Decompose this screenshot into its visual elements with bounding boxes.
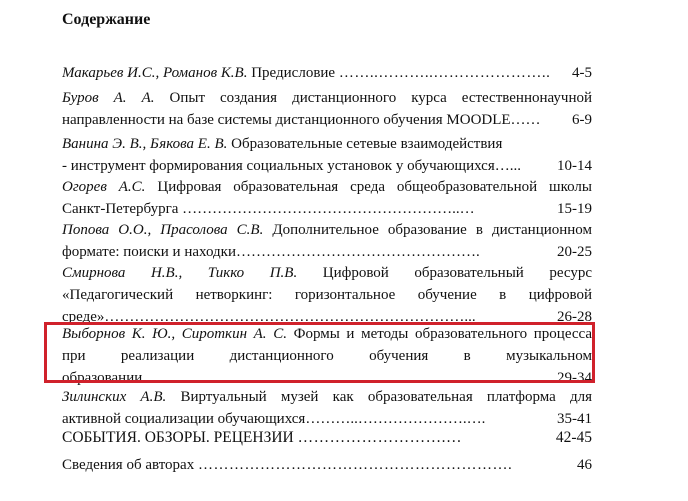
toc-entry-line xyxy=(62,198,592,220)
toc-entry-authors: Попова О.О., Прасолова С.В. xyxy=(62,222,264,238)
toc-section-dots: ……………………….… xyxy=(297,429,462,446)
toc-entry-pages: 15-19 xyxy=(557,201,592,217)
toc-entry-title-cont: среде»………………………………………………………………... xyxy=(62,309,476,325)
toc-entry-line xyxy=(62,241,592,263)
toc-entry-lead xyxy=(62,62,568,84)
toc-entry-title-cont: «Педагогический нетворкинг: горизонтальное обучение в цифровой xyxy=(62,287,592,303)
toc-entry-title: Предисловие xyxy=(251,65,336,81)
toc-entry-pages: 26-28 xyxy=(557,309,592,325)
toc-entry-title: Опыт создания дистанционного курса естественнонаучной xyxy=(169,90,593,106)
toc-entry-authors: Смирнова Н.В., Тикко П.В. xyxy=(62,265,298,281)
toc-entry-title-cont: Санкт-Петербурга ………………………………………………..… xyxy=(62,201,475,217)
toc-entry-pages: 29-34 xyxy=(557,370,592,386)
toc-entry-pages: 20-25 xyxy=(557,244,592,260)
toc-entry-zilinskih[interactable] xyxy=(62,386,592,430)
toc-entry-title-cont: формате: поиски и находки…………………………………………. xyxy=(62,244,480,260)
toc-about-lead xyxy=(62,454,573,476)
toc-section-pages: 42-45 xyxy=(555,429,592,446)
toc-about-title: Сведения об авторах xyxy=(62,457,195,473)
toc-entry-authors: Зилинских А.В. xyxy=(62,389,167,405)
toc-entry-title-cont: активной социализации обучающихся………..………………….…. xyxy=(62,411,486,427)
toc-entry-vanina[interactable] xyxy=(62,133,592,177)
toc-entry-pages: 4-5 xyxy=(572,65,592,81)
toc-entry-title: Виртуальный музей как образовательная платформа для xyxy=(180,389,592,405)
toc-section-events[interactable] xyxy=(62,427,592,449)
toc-entry-title: Дополнительное образование в дистанционном xyxy=(272,222,593,238)
toc-entry-title-cont: при реализации дистанционного обучения в музыкальном xyxy=(62,348,592,364)
toc-entry-title: Цифровая образовательная среда общеобразовательной школы xyxy=(157,179,592,195)
toc-entry-authors: Ванина Э. В., Бякова Е. В. xyxy=(62,136,228,152)
toc-about-authors[interactable] xyxy=(62,454,592,476)
toc-section-title: СОБЫТИЯ. ОБЗОРЫ. РЕЦЕНЗИИ xyxy=(62,429,294,446)
toc-entry-smirnova[interactable] xyxy=(62,262,592,328)
toc-entry-title-cont: направленности на базе системы дистанционного обучения MOODLE…… xyxy=(62,112,541,128)
toc-entry-line xyxy=(62,109,592,131)
toc-entry-authors: Буров А. А. xyxy=(62,90,155,106)
toc-entry-pages: 6-9 xyxy=(572,112,592,128)
toc-entry-line xyxy=(62,262,592,284)
toc-heading: Содержание xyxy=(62,11,151,28)
toc-entry-popova[interactable] xyxy=(62,219,592,263)
toc-entry-burov[interactable] xyxy=(62,87,592,131)
toc-entry-line xyxy=(62,155,592,177)
toc-entry-line xyxy=(62,386,592,408)
toc-entry-line xyxy=(62,62,592,84)
toc-about-pages: 46 xyxy=(577,457,592,473)
toc-entry-line xyxy=(62,219,592,241)
toc-entry-line xyxy=(62,133,592,155)
toc-entry-line xyxy=(62,87,592,109)
toc-entry-authors: Макарьев И.С., Романов К.В. xyxy=(62,65,248,81)
toc-entry-line xyxy=(62,427,592,449)
toc-entry-pages: 35-41 xyxy=(557,411,592,427)
toc-entry-line xyxy=(62,176,592,198)
toc-entry-pages: 10-14 xyxy=(557,158,592,174)
toc-entry-line xyxy=(62,323,592,345)
toc-entry-preface[interactable] xyxy=(62,62,592,84)
toc-entry-authors: Выборнов К. Ю., Сироткин А. С. xyxy=(62,326,287,342)
toc-entry-title-cont: - инструмент формирования социальных установок у обучающихся…... xyxy=(62,158,521,174)
toc-entry-ogorev[interactable] xyxy=(62,176,592,220)
toc-entry-title-cont: образовании…………………………………………..……………... xyxy=(62,370,477,386)
toc-entry-dots: ……..………..………………….. xyxy=(338,65,551,81)
toc-entry-title: Образовательные сетевые взаимодействия xyxy=(231,136,503,152)
toc-about-dots: ……………………………………………………. xyxy=(197,457,513,473)
toc-entry-title: Цифровой образовательный ресурс xyxy=(322,265,592,281)
toc-entry-vybornov[interactable] xyxy=(62,323,592,389)
toc-entry-authors: Огорев А.С. xyxy=(62,179,146,195)
toc-entry-line xyxy=(62,454,592,476)
toc-entry-title: Формы и методы образовательного процесса xyxy=(293,326,593,342)
toc-section-lead xyxy=(62,427,552,449)
